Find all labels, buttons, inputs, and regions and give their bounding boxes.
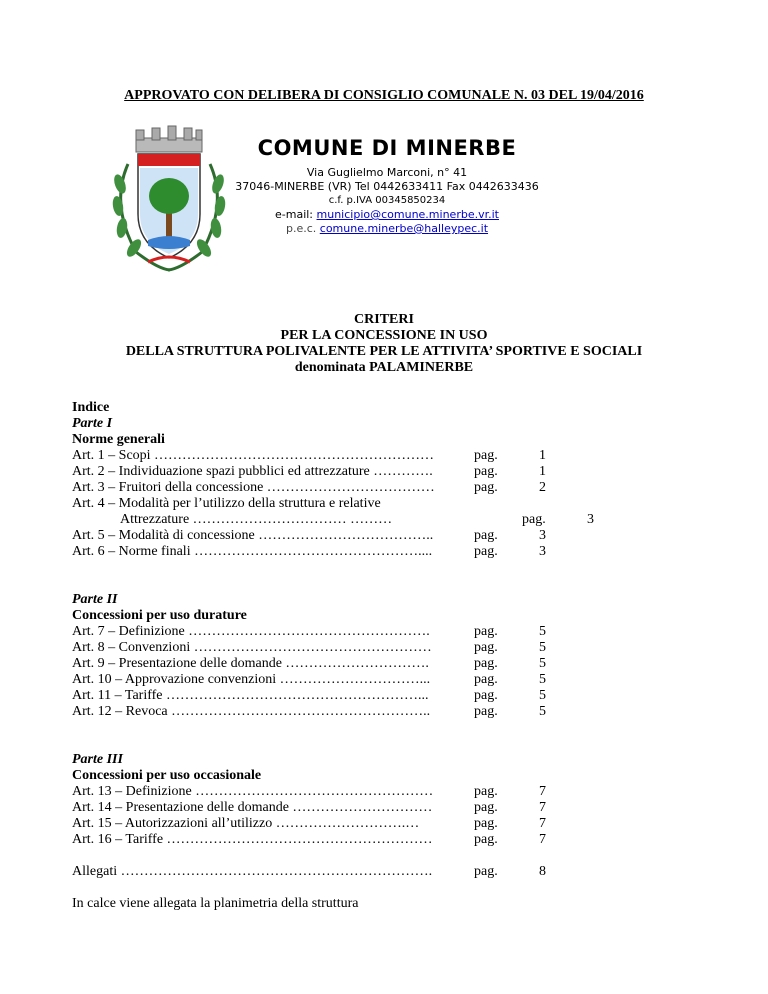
pec-line <box>232 222 542 236</box>
table-of-contents <box>72 400 672 912</box>
toc-row: Art. 9 – Presentazione delle domande …………………………. pag. 5 <box>72 656 546 671</box>
footer-note: In calce viene allegata la planimetria della struttura <box>72 896 359 911</box>
part1-label: Parte I <box>72 416 113 431</box>
email-line <box>232 208 542 222</box>
toc-row: Art. 7 – Definizione ……………………………………………. pag. 5 <box>72 624 546 639</box>
title-line-1: CRITERI <box>354 312 414 327</box>
toc-row: Art. 4 – Modalità per l’utilizzo della struttura e relative <box>72 496 381 511</box>
toc-row: Art. 1 – Scopi …………………………………………………… pag. 1 <box>72 448 546 463</box>
toc-heading: Indice <box>72 400 110 415</box>
toc-row: Attrezzature …………………………… ……… pag. 3 <box>120 512 594 527</box>
municipal-crest-logo <box>108 124 230 274</box>
tax-code-line: c.f. p.IVA 00345850234 <box>328 195 446 206</box>
address-line: Via Guglielmo Marconi, n° 41 <box>306 166 468 179</box>
toc-row: Art. 8 – Convenzioni …………………………………………… pag. 5 <box>72 640 546 655</box>
title-line-4: denominata PALAMINERBE <box>294 360 474 375</box>
email-label: e-mail: <box>275 208 317 221</box>
title-line-2: PER LA CONCESSIONE IN USO <box>280 328 488 343</box>
part2-label: Parte II <box>72 592 118 607</box>
document-title <box>0 312 768 376</box>
title-line-3: DELLA STRUTTURA POLIVALENTE PER LE ATTIVITA’ SPORTIVE E SOCIALI <box>125 344 643 359</box>
toc-row: Art. 16 – Tariffe ………………………………………………… pag. 7 <box>72 832 546 847</box>
toc-row: Art. 3 – Fruitori della concessione ……………………………… pag. 2 <box>72 480 546 495</box>
toc-row: Art. 12 – Revoca ……………………………………………….. pag. 5 <box>72 704 546 719</box>
toc-row: Art. 5 – Modalità di concessione ……………………………….. pag. 3 <box>72 528 546 543</box>
toc-row: Art. 10 – Approvazione convenzioni …………………………... pag. 5 <box>72 672 546 687</box>
toc-row: Art. 2 – Individuazione spazi pubblici ed attrezzature …………. pag. 1 <box>72 464 546 479</box>
toc-row: Art. 13 – Definizione …………………………………………… pag. 7 <box>72 784 546 799</box>
pec-link[interactable]: comune.minerbe@halleypec.it <box>319 222 489 235</box>
part3-title: Concessioni per uso occasionale <box>72 768 262 783</box>
part3-label: Parte III <box>72 752 123 767</box>
part1-title: Norme generali <box>72 432 165 447</box>
pec-label: p.e.c. <box>285 222 320 235</box>
toc-row: Art. 14 – Presentazione delle domande ………………………… pag. 7 <box>72 800 546 815</box>
email-link[interactable]: municipio@comune.minerbe.vr.it <box>316 208 499 221</box>
toc-row-allegati: Allegati …………………………………………………………. pag. 8 <box>72 864 546 879</box>
toc-row: Art. 11 – Tariffe ………………………………………………... pag. 5 <box>72 688 546 703</box>
approval-heading: APPROVATO CON DELIBERA DI CONSIGLIO COMUNALE N. 03 DEL 19/04/2016 <box>124 88 644 103</box>
part2-title: Concessioni per uso durature <box>72 608 247 623</box>
comune-header <box>232 136 542 236</box>
city-phone-line: 37046-MINERBE (VR) Tel 0442633411 Fax 0442633436 <box>235 180 539 193</box>
toc-row: Art. 6 – Norme finali ………………………………………….... pag. 3 <box>72 544 546 559</box>
comune-name: COMUNE DI MINERBE <box>257 136 517 160</box>
toc-row: Art. 15 – Autorizzazioni all’utilizzo ……………………….… pag. 7 <box>72 816 546 831</box>
